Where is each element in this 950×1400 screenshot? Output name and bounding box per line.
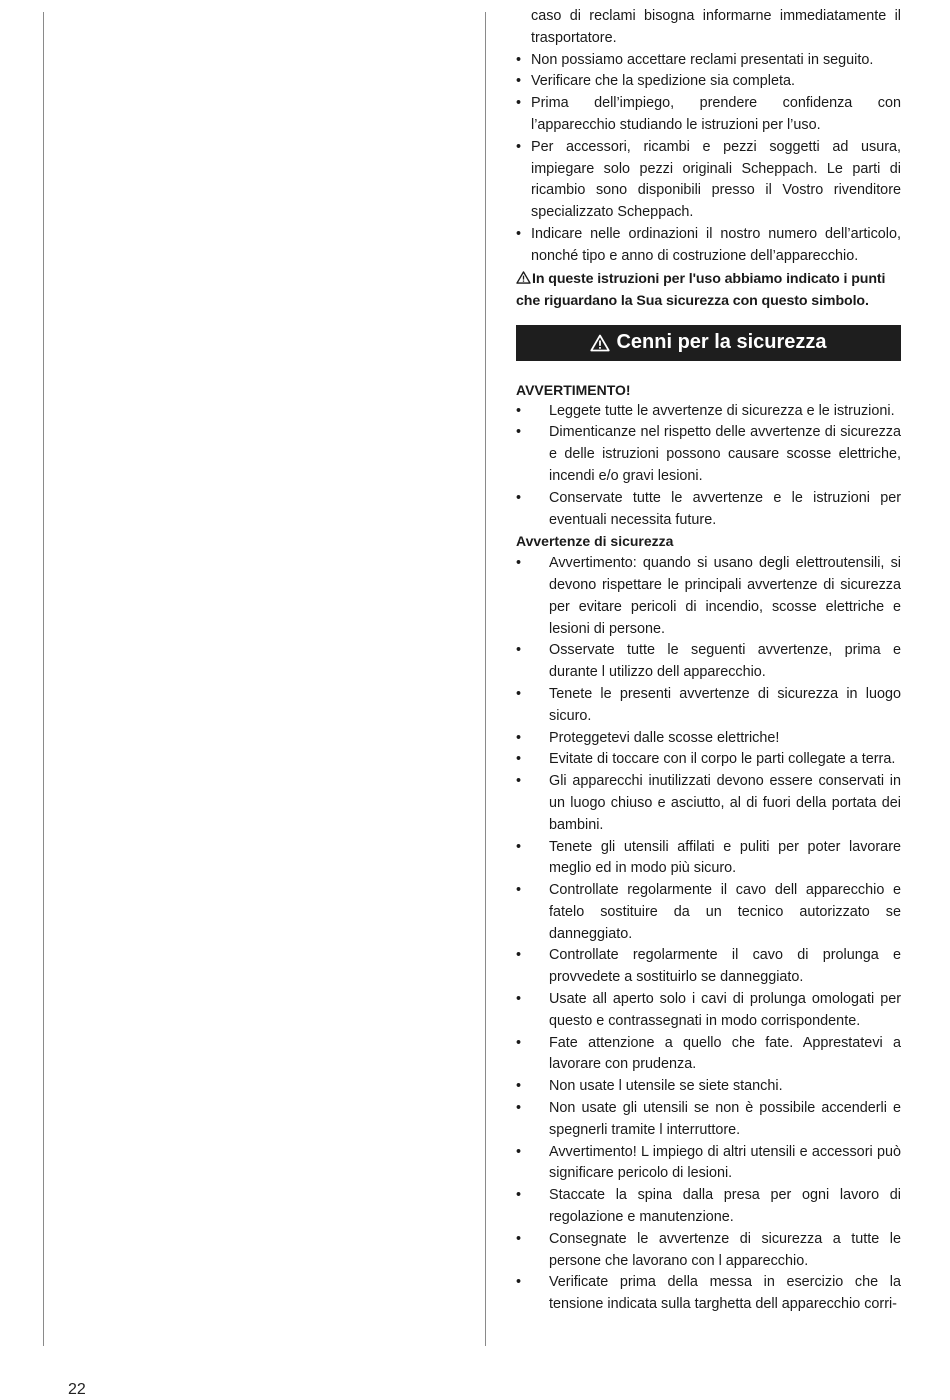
warning-heading: AVVERTIMENTO! <box>516 381 631 398</box>
list-item: • Avvertimento: quando si usano degli elettroutensili, si devono rispettare le principali avvertenze di sicurezza per evitare pericoli di incendio, scosse elettriche e lesioni di persone. <box>516 555 901 637</box>
column-divider-rule <box>485 12 486 1346</box>
warning-triangle-icon <box>516 271 531 284</box>
list-item-text: Indicare nelle ordinazioni il nostro numero dell’articolo, nonché tipo e anno di costruzione dell’apparecchio. <box>531 225 901 264</box>
list-item: • Per accessori, ricambi e pezzi soggetti ad usura, impiegare solo pezzi originali Scheppach. Le parti di ricambio sono disponibili presso il Vostro rivenditore specializzato Scheppach. <box>516 138 901 221</box>
list-item: • Non possiamo accettare reclami presentati in seguito. <box>516 51 874 68</box>
list-item: • Indicare nelle ordinazioni il nostro numero dell’articolo, nonché tipo e anno di costruzione dell’apparecchio. <box>516 225 901 264</box>
list-item-text: Proteggetevi dalle scosse elettriche! <box>549 729 780 746</box>
list-item: • Dimenticanze nel rispetto delle avvertenze di sicurezza e delle istruzioni possono causare scosse elettriche, incendi e/o gravi lesioni. <box>516 424 901 484</box>
list-item-text: Staccate la spina dalla presa per ogni lavoro di regolazione e manutenzione. <box>549 1187 901 1226</box>
list-item-text: Non usate l utensile se siete stanchi. <box>549 1078 783 1095</box>
list-item: • Evitate di toccare con il corpo le parti collegate a terra. <box>516 751 896 768</box>
list-item <box>516 6 901 50</box>
list-item-text: Per accessori, ricambi e pezzi soggetti ad usura, impiegare solo pezzi originali Scheppach. Le parti di ricambio sono disponibili presso il Vostro rivenditore specializzato Scheppach. <box>531 138 901 221</box>
list-item: • Avvertimento! L impiego di altri utensili e accessori può significare pericolo di lesioni. <box>516 1143 901 1182</box>
list-item-text: Verificare che la spedizione sia completa. <box>531 73 795 90</box>
list-item: • Fate attenzione a quello che fate. Apprestatevi a lavorare con prudenza. <box>516 1034 901 1073</box>
list-item-text: Non possiamo accettare reclami presentati in seguito. <box>531 51 874 68</box>
list-item: • Verificate prima della messa in esercizio che la tensione indicata sulla targhetta dell apparecchio corri- <box>516 1274 901 1313</box>
safety-symbol-note <box>516 268 901 312</box>
list-item: • Usate all aperto solo i cavi di prolunga omologati per questo e contrassegnati in modo corrispondente. <box>516 991 901 1029</box>
list-item: • Verificare che la spedizione sia completa. <box>516 73 795 90</box>
text-column <box>516 6 901 1316</box>
list-item-text: Avvertimento! L impiego di altri utensili e accessori può significare pericolo di lesioni. <box>549 1143 901 1182</box>
list-item: • Controllate regolarmente il cavo dell apparecchio e fatelo sostituire da un tecnico autorizzato se danneggiato. <box>516 882 901 942</box>
warning-triangle-icon <box>590 334 610 352</box>
list-item-text: Dimenticanze nel rispetto delle avvertenze di sicurezza e delle istruzioni possono causare scosse elettriche, incendi e/o gravi lesioni. <box>549 424 901 484</box>
list-item: • Gli apparecchi inutilizzati devono essere conservati in un luogo chiuso e asciutto, al di fuori della portata dei bambini. <box>516 773 901 833</box>
intro-continuation-text: caso di reclami bisogna informarne immediatamente il trasportatore. <box>531 8 901 46</box>
list-item-text: Fate attenzione a quello che fate. Apprestatevi a lavorare con prudenza. <box>549 1034 901 1073</box>
list-item-text: Leggete tutte le avvertenze di sicurezza e le istruzioni. <box>549 402 895 419</box>
list-item: • Non usate gli utensili se non è possibile accenderli e spegnerli tramite l interruttore. <box>516 1100 901 1138</box>
list-item-text: Avvertimento: quando si usano degli elettroutensili, si devono rispettare le principali avvertenze di sicurezza per evitare pericoli di incendio, scosse elettriche e lesioni di persone. <box>549 555 901 637</box>
list-item-text: Gli apparecchi inutilizzati devono essere conservati in un luogo chiuso e asciutto, al di fuori della portata dei bambini. <box>549 773 901 833</box>
list-item: • Leggete tutte le avvertenze di sicurezza e le istruzioni. <box>516 402 895 419</box>
list-item: • Conservate tutte le avvertenze e le istruzioni per eventuali necessita future. <box>516 489 901 528</box>
list-item-text: Non usate gli utensili se non è possibile accenderli e spegnerli tramite l interruttore. <box>549 1100 901 1138</box>
left-margin-rule <box>43 12 44 1346</box>
list-item: • Controllate regolarmente il cavo di prolunga e provvedete a sostituirlo se danneggiato. <box>516 947 901 986</box>
list-item-text: Consegnate le avvertenze di sicurezza a tutte le persone che lavorano con l apparecchio. <box>549 1230 901 1269</box>
page-number: 22 <box>68 1381 86 1398</box>
list-item-text: Usate all aperto solo i cavi di prolunga omologati per questo e contrassegnati in modo corrispondente. <box>549 991 901 1029</box>
list-item-text: Prima dell’impiego, prendere confidenza con l’apparecchio studiando le istruzioni per l’uso. <box>531 95 901 133</box>
list-item-text: Controllate regolarmente il cavo dell apparecchio e fatelo sostituire da un tecnico autorizzato se danneggiato. <box>549 882 901 942</box>
list-item-text: Verificate prima della messa in esercizio che la tensione indicata sulla targhetta dell apparecchio corri- <box>549 1274 901 1313</box>
warning-list <box>516 401 901 532</box>
list-item: • Consegnate le avvertenze di sicurezza a tutte le persone che lavorano con l apparecchio. <box>516 1230 901 1269</box>
list-item-text: Evitate di toccare con il corpo le parti collegate a terra. <box>549 751 896 768</box>
safety-symbol-note-text: In queste istruzioni per l'uso abbiamo indicato i punti che riguardano la Sua sicurezza con questo simbolo. <box>516 270 886 309</box>
safety-heading: Avvertenze di sicurezza <box>516 533 674 550</box>
list-item: • Proteggetevi dalle scosse elettriche! <box>516 729 780 746</box>
list-item-text: Tenete le presenti avvertenze di sicurezza in luogo sicuro. <box>549 685 901 724</box>
intro-list <box>516 6 901 268</box>
list-item: • Prima dell’impiego, prendere confidenza con l’apparecchio studiando le istruzioni per l’uso. <box>516 95 901 133</box>
list-item: • Non usate l utensile se siete stanchi. <box>516 1078 783 1095</box>
list-item: • Tenete gli utensili affilati e puliti per poter lavorare meglio ed in modo più sicuro. <box>516 838 901 877</box>
section-title-banner <box>516 325 901 361</box>
list-item-text: Conservate tutte le avvertenze e le istruzioni per eventuali necessita future. <box>549 489 901 528</box>
safety-list <box>516 553 901 1316</box>
list-item-text: Tenete gli utensili affilati e puliti per poter lavorare meglio ed in modo più sicuro. <box>549 838 901 877</box>
list-item: • Tenete le presenti avvertenze di sicurezza in luogo sicuro. <box>516 685 901 724</box>
list-item: • Staccate la spina dalla presa per ogni lavoro di regolazione e manutenzione. <box>516 1187 901 1226</box>
list-item: • Osservate tutte le seguenti avvertenze, prima e durante l utilizzo dell apparecchio. <box>516 642 901 681</box>
list-item-text: Osservate tutte le seguenti avvertenze, prima e durante l utilizzo dell apparecchio. <box>549 642 901 681</box>
list-item-text: Controllate regolarmente il cavo di prolunga e provvedete a sostituirlo se danneggiato. <box>549 947 901 986</box>
section-title: Cenni per la sicurezza <box>616 330 827 353</box>
